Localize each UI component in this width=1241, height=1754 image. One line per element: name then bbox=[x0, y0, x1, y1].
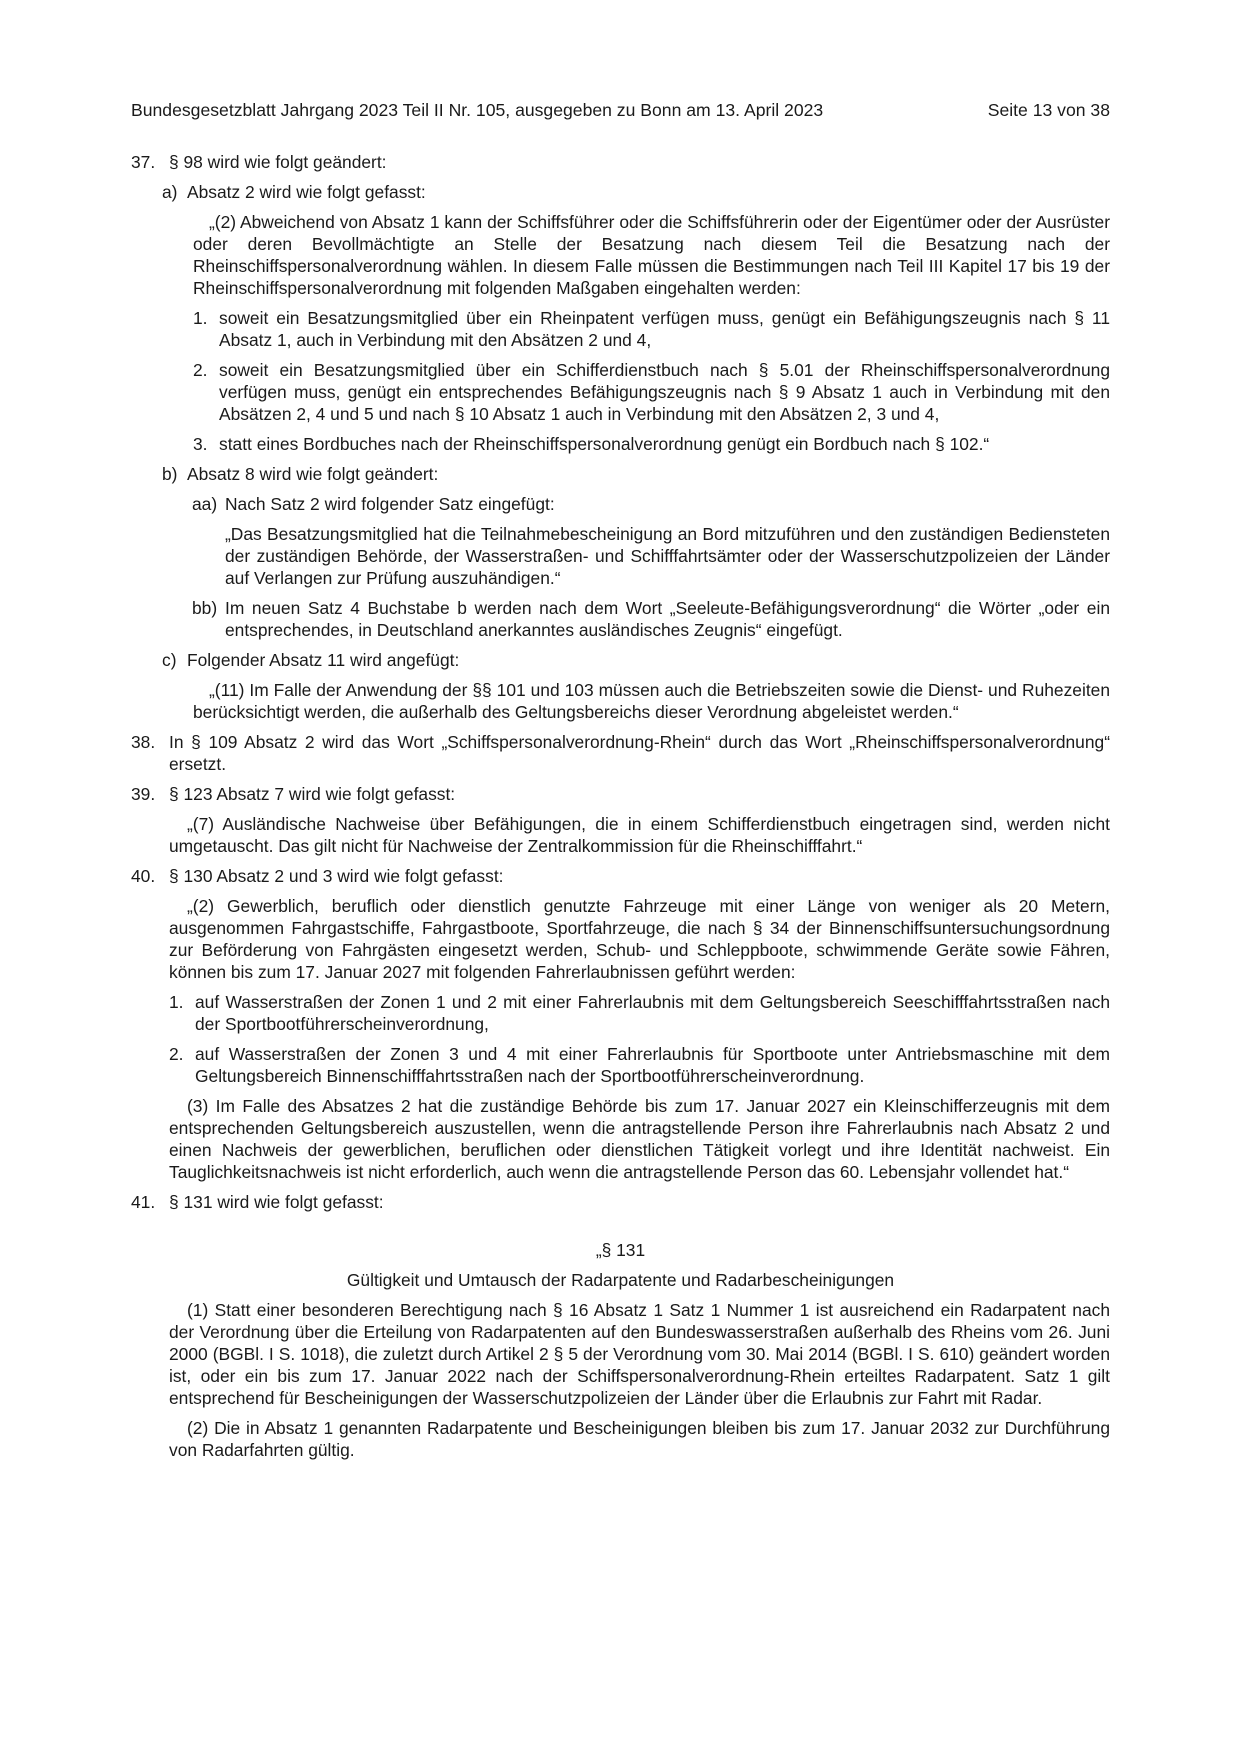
enum-number: 3. bbox=[193, 434, 208, 454]
section-heading: Gültigkeit und Umtausch der Radarpatente und Radarbescheinigungen bbox=[346, 1270, 895, 1290]
subitem-text: Absatz 2 wird wie folgt gefasst: bbox=[187, 182, 426, 202]
quoted-paragraph: „(2) Abweichend von Absatz 1 kann der Schiffsführer oder die Schiffsführerin oder der Eigentümer oder der Ausrüster oder deren Bevollmächtigte an Stelle der Besatzung nach diesem Teil die Besatzung nach der Rheinschiffspersonalverordnung wählen. In diesem Falle müssen die Bestimmungen nach Teil III Kapitel 17 bis 19 der Rheinschiffspersonalverordnung mit folgenden Maßgaben eingehalten werden: bbox=[193, 212, 1110, 298]
gazette-citation: Bundesgesetzblatt Jahrgang 2023 Teil II Nr. 105, ausgegeben zu Bonn am 13. April 2023 bbox=[131, 100, 824, 120]
quoted-sentence: „Das Besatzungsmitglied hat die Teilnahmebescheinigung an Bord mitzuführen und den zuständigen Bediensteten der zuständigen Behörde, der Wasserstraßen- und Schifffahrtsämter oder der Wasserschutzpolizeien der Länder auf Verlangen zur Prüfung auszuhändigen.“ bbox=[225, 524, 1110, 588]
section-number: „§ 131 bbox=[595, 1240, 646, 1260]
paragraph-3: (3) Im Falle des Absatzes 2 hat die zuständige Behörde bis zum 17. Januar 2027 ein Kleinschifferzeugnis mit dem entsprechenden Geltungsbereich auszustellen, wenn die antragstellende Person ihre Fahrerlaubnis nach Absatz 2 und einen Nachweis der gewerblichen, beruflichen oder dienstlichen Tätigkeit vorlegt und ihre Identität nachweist. Ein Tauglichkeitsnachweis ist nicht erforderlich, auch wenn die antragstellende Person das 60. Lebensjahr vollendet hat.“ bbox=[169, 1096, 1110, 1182]
item-number: 38. bbox=[131, 732, 156, 752]
document-body bbox=[131, 151, 1110, 1469]
subitem-37a bbox=[162, 181, 1110, 203]
subitem-label: c) bbox=[162, 650, 177, 670]
page-number: Seite 13 von 38 bbox=[987, 100, 1110, 120]
paragraph-1: (1) Statt einer besonderen Berechtigung nach § 16 Absatz 1 Satz 1 Nummer 1 ist ausreichend ein Radarpatent nach der Verordnung über die Erteilung von Radarpatenten auf den Bundeswasserstraßen außerhalb des Rheins vom 26. Juni 2000 (BGBl. I S. 1018), die zuletzt durch Artikel 2 § 5 der Verordnung vom 30. Mai 2014 (BGBl. I S. 610) geändert worden ist, oder ein bis zum 17. Januar 2022 nach der Schiffspersonalverordnung-Rhein erteiltes Radarpatent. Satz 1 gilt entsprechend für Bescheinigungen der Wasserschutzpolizeien der Länder über die Erlaubnis zur Fahrt mit Radar. bbox=[169, 1300, 1110, 1408]
subitem-text: Absatz 8 wird wie folgt geändert: bbox=[187, 464, 439, 484]
enumerated-item bbox=[193, 307, 1110, 351]
subitem-label: b) bbox=[162, 464, 178, 484]
enumerated-item bbox=[169, 991, 1110, 1035]
subsubitem-bb bbox=[192, 597, 1110, 641]
item-title: § 123 Absatz 7 wird wie folgt gefasst: bbox=[169, 784, 456, 804]
enumerated-item bbox=[169, 1043, 1110, 1087]
enum-text: auf Wasserstraßen der Zonen 3 und 4 mit einer Fahrerlaubnis für Sportboote unter Antriebsmaschine mit dem Geltungsbereich Binnenschifffahrtsstraßen nach der Sportbootführerscheinverordnung. bbox=[195, 1044, 1110, 1086]
enum-number: 1. bbox=[169, 992, 184, 1012]
paragraph-2: (2) Die in Absatz 1 genannten Radarpatente und Bescheinigungen bleiben bis zum 17. Januar 2032 zur Durchführung von Radarfahrten gültig. bbox=[169, 1418, 1110, 1460]
subitem-label: a) bbox=[162, 182, 178, 202]
item-number: 40. bbox=[131, 866, 156, 886]
list-item-39 bbox=[131, 783, 1110, 805]
list-item-40 bbox=[131, 865, 1110, 887]
item-number: 37. bbox=[131, 152, 156, 172]
item-text: In § 109 Absatz 2 wird das Wort „Schiffspersonalverordnung-Rhein“ durch das Wort „Rheinschiffspersonalverordnung“ ersetzt. bbox=[169, 732, 1110, 774]
quoted-paragraph: „(11) Im Falle der Anwendung der §§ 101 und 103 müssen auch die Betriebszeiten sowie die Dienst- und Ruhezeiten berücksichtigt werden, die außerhalb des Geltungsbereichs dieser Verordnung abgeleistet werden.“ bbox=[193, 680, 1110, 722]
subsubitem-aa bbox=[192, 493, 1110, 515]
item-number: 41. bbox=[131, 1192, 156, 1212]
list-item-37 bbox=[131, 151, 1110, 173]
enum-text: soweit ein Besatzungsmitglied über ein Schifferdienstbuch nach § 5.01 der Rheinschiffspersonalverordnung verfügen muss, genügt ein entsprechendes Befähigungszeugnis nach § 9 Absatz 1 auch in Verbindung mit den Absätzen 2, 4 und 5 und nach § 10 Absatz 1 auch in Verbindung mit den Absätzen 2, 3 und 4, bbox=[219, 360, 1110, 424]
enum-number: 2. bbox=[169, 1044, 184, 1064]
item-title: § 130 Absatz 2 und 3 wird wie folgt gefasst: bbox=[169, 866, 504, 886]
enum-number: 2. bbox=[193, 360, 208, 380]
quoted-paragraph: „(7) Ausländische Nachweise über Befähigungen, die in einem Schifferdienstbuch eingetragen sind, werden nicht umgetauscht. Das gilt nicht für Nachweise der Zentralkommission für die Rheinschifffahrt.“ bbox=[169, 814, 1110, 856]
enum-number: 1. bbox=[193, 308, 208, 328]
subitem-37b bbox=[162, 463, 1110, 485]
subsubitem-text: Im neuen Satz 4 Buchstabe b werden nach dem Wort „Seeleute-Befähigungsverordnung“ die Wörter „oder ein entsprechendes, in Deutschland anerkanntes ausländisches Zeugnis“ eingefügt. bbox=[225, 598, 1110, 640]
subsubitem-text: Nach Satz 2 wird folgender Satz eingefügt: bbox=[225, 494, 555, 514]
enum-text: statt eines Bordbuches nach der Rheinschiffspersonalverordnung genügt ein Bordbuch nach § 102.“ bbox=[219, 434, 990, 454]
item-title: § 98 wird wie folgt geändert: bbox=[169, 152, 387, 172]
enumerated-item bbox=[193, 433, 1110, 455]
enum-text: soweit ein Besatzungsmitglied über ein Rheinpatent verfügen muss, genügt ein Befähigungszeugnis nach § 11 Absatz 1, auch in Verbindung mit den Absätzen 2 und 4, bbox=[219, 308, 1110, 350]
quoted-paragraph: „(2) Gewerblich, beruflich oder dienstlich genutzte Fahrzeuge mit einer Länge von weniger als 20 Metern, ausgenommen Fahrgastschiffe, Fahrgastboote, Sportfahrzeuge, die nach § 34 der Binnenschiffsuntersuchungsordnung zur Beförderung von Fahrgästen eingesetzt werden, Schub- und Schleppboote, schwimmende Geräte sowie Fähren, können bis zum 17. Januar 2027 mit folgenden Fahrerlaubnissen geführt werden: bbox=[169, 896, 1110, 982]
subsubitem-label: bb) bbox=[192, 598, 218, 618]
enum-text: auf Wasserstraßen der Zonen 1 und 2 mit einer Fahrerlaubnis mit dem Geltungsbereich Seeschifffahrtsstraßen nach der Sportbootführerscheinverordnung, bbox=[195, 992, 1110, 1034]
item-title: § 131 wird wie folgt gefasst: bbox=[169, 1192, 384, 1212]
subsubitem-label: aa) bbox=[192, 494, 218, 514]
page-header bbox=[131, 99, 1110, 121]
subitem-37c bbox=[162, 649, 1110, 671]
item-number: 39. bbox=[131, 784, 156, 804]
subitem-text: Folgender Absatz 11 wird angefügt: bbox=[187, 650, 460, 670]
enumerated-item bbox=[193, 359, 1110, 425]
list-item-38 bbox=[131, 731, 1110, 775]
list-item-41 bbox=[131, 1191, 1110, 1213]
